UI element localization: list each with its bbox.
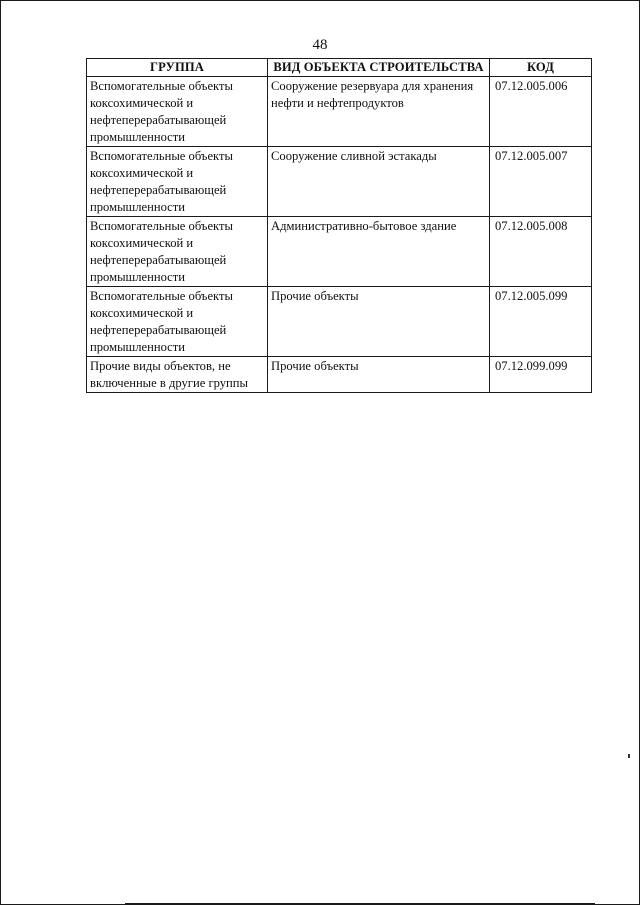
group-cell: Прочие виды объектов, не включенные в другие группы	[87, 357, 268, 393]
scan-edge-mark	[628, 754, 630, 758]
object-type-cell: Административно-бытовое здание	[268, 217, 490, 287]
object-type-cell: Прочие объекты	[268, 357, 490, 393]
object-type-cell: Сооружение сливной эстакады	[268, 147, 490, 217]
code-cell: 07.12.005.006	[490, 77, 592, 147]
table-body	[87, 77, 592, 393]
group-cell: Вспомогательные объекты коксохимической и нефтеперерабатывающей промышленности	[87, 287, 268, 357]
table-header	[87, 59, 592, 77]
page-number: 48	[312, 37, 328, 53]
table-row	[87, 147, 592, 217]
object-type-cell: Прочие объекты	[268, 287, 490, 357]
group-cell: Вспомогательные объекты коксохимической и нефтеперерабатывающей промышленности	[87, 77, 268, 147]
code-cell: 07.12.005.007	[490, 147, 592, 217]
header-code: КОД	[490, 59, 592, 77]
object-type-cell: Сооружение резервуара для хранения нефти и нефтепродуктов	[268, 77, 490, 147]
classification-table	[86, 58, 592, 393]
code-cell: 07.12.099.099	[490, 357, 592, 393]
group-cell: Вспомогательные объекты коксохимической и нефтеперерабатывающей промышленности	[87, 147, 268, 217]
table-row	[87, 287, 592, 357]
header-row	[87, 59, 592, 77]
table-row	[87, 217, 592, 287]
header-group: ГРУППА	[87, 59, 268, 77]
header-object-type: ВИД ОБЪЕКТА СТРОИТЕЛЬСТВА	[268, 59, 490, 77]
code-cell: 07.12.005.099	[490, 287, 592, 357]
code-cell: 07.12.005.008	[490, 217, 592, 287]
table-row	[87, 77, 592, 147]
group-cell: Вспомогательные объекты коксохимической и нефтеперерабатывающей промышленности	[87, 217, 268, 287]
table-row	[87, 357, 592, 393]
